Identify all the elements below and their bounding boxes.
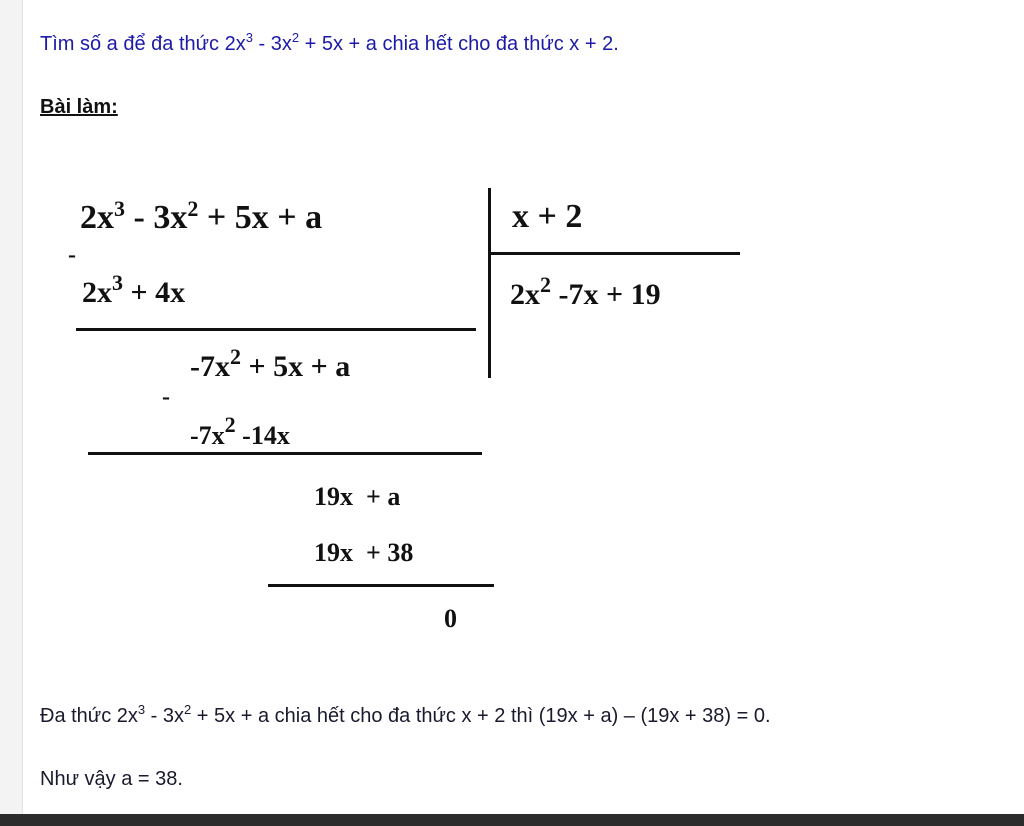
subtraction-rule-1 — [76, 328, 476, 331]
remainder-1: $-7x^2 + 5x + a$ — [190, 344, 351, 383]
bottom-bar — [0, 814, 1024, 826]
subtraction-rule-2 — [88, 452, 482, 455]
subtrahend-3: 19x + 38 — [314, 538, 414, 567]
divisor: x + 2 — [512, 198, 583, 235]
solution-heading: Bài làm: — [40, 96, 118, 118]
left-margin-border — [22, 0, 23, 826]
minus-sign-1: - — [68, 242, 76, 268]
final-remainder: 0 — [444, 604, 457, 633]
dividend: $2x^3 - 3x^2 + 5x + a$ — [80, 196, 323, 236]
left-margin-strip — [0, 0, 22, 826]
subtrahend-1: $2x^3 + 4x$ — [82, 270, 186, 309]
quotient-rule — [490, 252, 740, 255]
final-answer: Như vậy a = 38. — [40, 768, 183, 790]
subtrahend-2: $-7x^2$ -14x — [190, 412, 290, 450]
divisor-bar — [488, 188, 491, 378]
problem-statement: Tìm số a để đa thức $2x^3 - 3x^2 + 5x + a$ chia hết cho đa thức x + 2. — [40, 30, 619, 55]
minus-sign-2: - — [162, 384, 170, 410]
conclusion-text: Đa thức $2x^3 - 3x^2 + 5x + a$ chia hết cho đa thức x + 2 thì (19x + a) – (19x + 38) = 0. — [40, 702, 771, 727]
subtraction-rule-3 — [268, 584, 494, 587]
quotient: $2x^2$ -7x + 19 — [510, 272, 661, 311]
remainder-2: 19x + a — [314, 482, 401, 511]
